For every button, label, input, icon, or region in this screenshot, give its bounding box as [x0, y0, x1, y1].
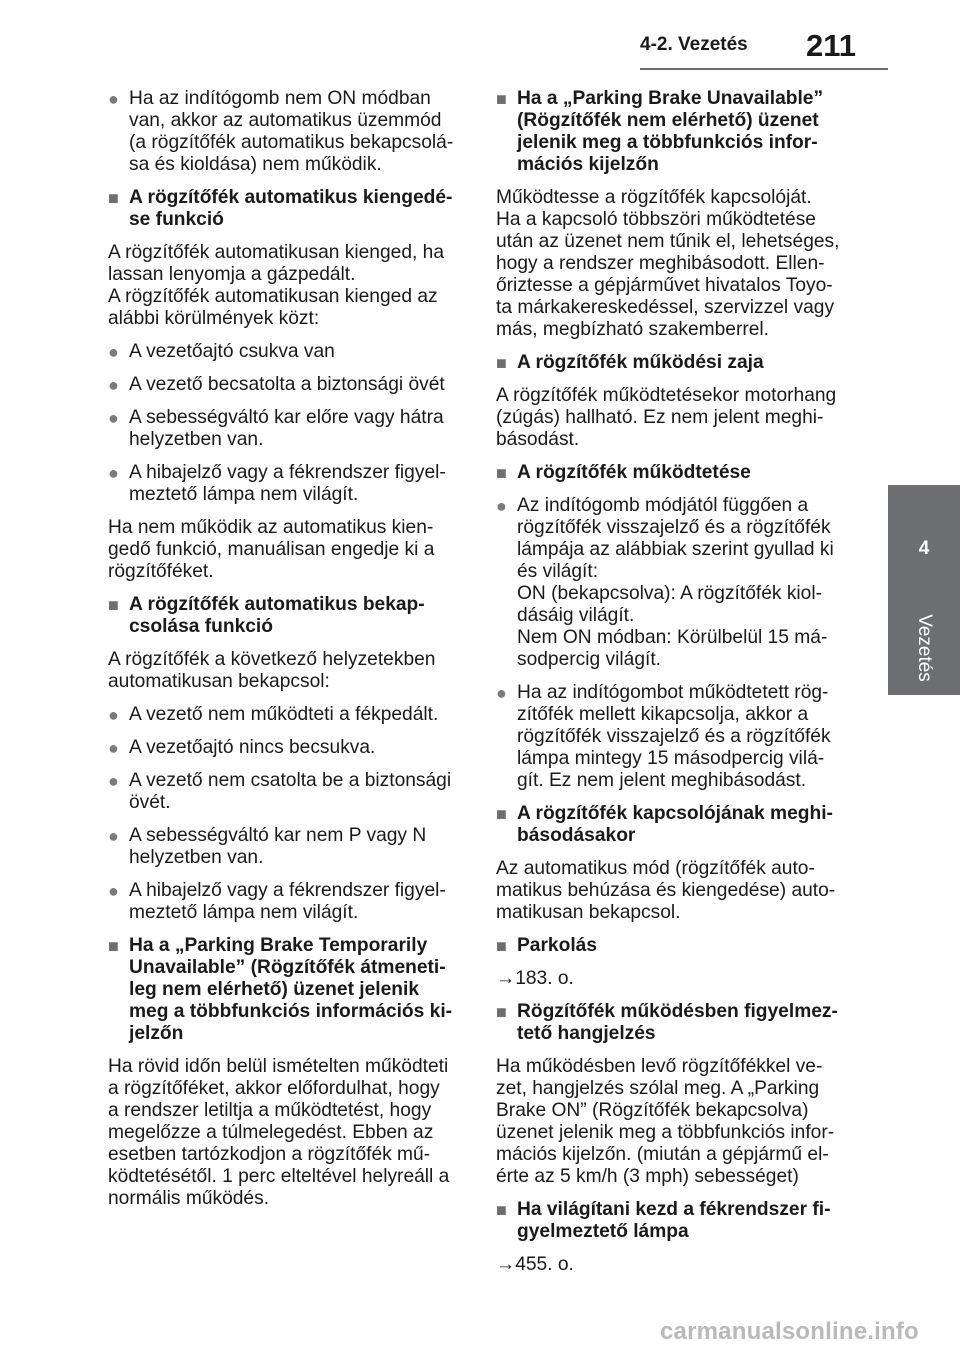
- bullet-marker: ●: [496, 496, 507, 516]
- subsection-heading: [496, 88, 850, 176]
- heading-text: A rögzítőfék automatikus bekap- csolása funkció: [129, 594, 425, 637]
- bullet-item: [496, 682, 850, 792]
- body-paragraph: Ha nem működik az automatikus kien- gedő funkció, manuálisan engedje ki a rögzítőféket.: [108, 517, 435, 582]
- page-number: 211: [806, 28, 857, 63]
- bullet-marker: ●: [108, 705, 119, 725]
- bullet-marker: ●: [108, 463, 119, 483]
- reference-text: 183. o.: [515, 968, 574, 989]
- heading-text: A rögzítőfék automatikus kiengedé- se funkció: [129, 187, 453, 230]
- chapter-tab-number: 4: [918, 538, 930, 559]
- heading-text: A rögzítőfék kapcsolójának meghi- básodásakor: [517, 803, 833, 846]
- heading-marker: ■: [496, 353, 507, 373]
- bullet-text: Az indítógomb módjától függően a rögzítőfék visszajelző és a rögzítőfék lámpája az alábbiak szerint gyullad ki és világít: ON (bekapcsolva): A rögzítőfék kiol- dásáig világít. Nem ON módban: Körülbelül 15 má- sodpercig világít.: [517, 495, 834, 670]
- heading-text: Ha a „Parking Brake Temporarily Unavailable” (Rögzítőfék átmeneti- leg nem elérhető) üzenet jelenik meg a többfunkciós információs ki- jelzőn: [129, 935, 453, 1044]
- bullet-text: A vezetőajtó nincs becsukva.: [129, 737, 376, 758]
- bullet-text: A hibajelző vagy a fékrendszer figyel- meztető lámpa nem világít.: [129, 880, 446, 923]
- body-paragraph: Az automatikus mód (rögzítőfék auto- matikus behúzása és kiengedése) auto- matikusan bekapcsol.: [496, 858, 836, 923]
- heading-marker: ■: [496, 1002, 507, 1022]
- bullet-marker: ●: [108, 89, 119, 109]
- reference-arrow: →: [496, 968, 516, 989]
- subsection-heading: [496, 803, 850, 847]
- subsection-heading: [108, 935, 462, 1045]
- subsection-heading: [496, 935, 850, 957]
- heading-text: Parkolás: [517, 935, 598, 956]
- heading-text: Ha világítani kezd a fékrendszer fi- gyelmeztető lámpa: [517, 1199, 831, 1242]
- bullet-marker: ●: [108, 738, 119, 758]
- bullet-item: [108, 704, 462, 726]
- page-reference: [496, 1254, 850, 1276]
- chapter-tab-label: Vezetés: [914, 614, 935, 682]
- body-paragraph: Ha működésben levő rögzítőfékkel ve- zet, hangjelzés szólal meg. A „Parking Brake ON” (Rögzítőfék bekapcsolva) üzenet jelenik meg a többfunkciós infor- mációs kijelzőn. (miután a gépjármű el- érte az 5 km/h (3 mph) sebességet): [496, 1056, 835, 1187]
- bullet-item: [108, 341, 462, 363]
- bullet-marker: ●: [108, 375, 119, 395]
- heading-marker: ■: [108, 595, 119, 615]
- header-rule: [640, 68, 888, 70]
- heading-marker: ■: [108, 936, 119, 956]
- bullet-item: [108, 407, 462, 451]
- body-paragraph: Működtesse a rögzítőfék kapcsolóját. Ha a kapcsoló többszöri működtetése után az üzenet nem tűnik el, lehetséges, hogy a rendszer meghibásodott. Ellen- őriztesse a gépjárművet hivatalos Toyo- ta márkakereskedéssel, szervizzel vagy más, megbízható szakemberrel.: [496, 187, 840, 340]
- heading-text: A rögzítőfék működési zaja: [517, 352, 764, 373]
- body-paragraph: A rögzítőfék automatikusan kienged, ha lassan lenyomja a gázpedált. A rögzítőfék automatikusan kienged az alábbi körülmények közt:: [108, 242, 444, 329]
- reference-arrow: →: [496, 1254, 516, 1275]
- right-column: [496, 88, 850, 1287]
- body-paragraph: Ha rövid időn belül ismételten működteti a rögzítőféket, akkor előfordulhat, hogy a rendszer letiltja a működtetést, hogy megelőzze a túlmelegedést. Ebben az esetben tartózkodjon a rögzítőfék mű- ködtetésétől. 1 perc elteltével helyreáll a normális működés.: [108, 1056, 450, 1209]
- bullet-marker: ●: [108, 826, 119, 846]
- bullet-text: A sebességváltó kar nem P vagy N helyzetben van.: [129, 825, 427, 868]
- bullet-marker: ●: [496, 683, 507, 703]
- bullet-text: A hibajelző vagy a fékrendszer figyel- meztető lámpa nem világít.: [129, 462, 446, 505]
- page-header: [0, 0, 960, 80]
- heading-marker: ■: [496, 89, 507, 109]
- bullet-item: [496, 495, 850, 671]
- body-paragraph: A rögzítőfék működtetésekor motorhang (zúgás) hallható. Ez nem jelent meghi- básodást.: [496, 385, 837, 450]
- bullet-item: [108, 737, 462, 759]
- bullet-item: [108, 770, 462, 814]
- bullet-item: [108, 88, 462, 176]
- bullet-text: Ha az indítógomb nem ON módban van, akkor az automatikus üzemmód (a rögzítőfék automatikus bekapcsolá- sa és kioldása) nem működik.: [129, 88, 454, 175]
- bullet-text: A vezető nem csatolta be a biztonsági övét.: [129, 770, 452, 813]
- subsection-heading: [496, 1001, 850, 1045]
- bullet-item: [108, 880, 462, 924]
- page-reference: [496, 968, 850, 990]
- heading-text: Ha a „Parking Brake Unavailable” (Rögzítőfék nem elérhető) üzenet jelenik meg a többfunkciós infor- mációs kijelzőn: [517, 88, 824, 175]
- bullet-marker: ●: [108, 342, 119, 362]
- heading-text: A rögzítőfék működtetése: [517, 462, 751, 483]
- bullet-text: A vezető becsatolta a biztonsági övét: [129, 374, 445, 395]
- subsection-heading: [108, 594, 462, 638]
- heading-marker: ■: [496, 1200, 507, 1220]
- section-title: 4-2. Vezetés: [640, 34, 748, 55]
- watermark-text: carmanualsonline.info: [660, 1318, 919, 1345]
- subsection-heading: [496, 1199, 850, 1243]
- left-column: [108, 88, 462, 1221]
- body-paragraph: A rögzítőfék a következő helyzetekben automatikusan bekapcsol:: [108, 649, 436, 692]
- bullet-item: [108, 825, 462, 869]
- bullet-marker: ●: [108, 881, 119, 901]
- bullet-marker: ●: [108, 771, 119, 791]
- bullet-item: [108, 374, 462, 396]
- bullet-text: A sebességváltó kar előre vagy hátra helyzetben van.: [129, 407, 444, 450]
- bullet-marker: ●: [108, 408, 119, 428]
- subsection-heading: [496, 462, 850, 484]
- heading-marker: ■: [496, 936, 507, 956]
- bullet-text: Ha az indítógombot működtetett rög- zítőfék mellett kikapcsolja, akkor a rögzítőfék visszajelző és a rögzítőfék lámpa mintegy 15 másodpercig vilá- gít. Ez nem jelent meghibásodást.: [517, 682, 831, 791]
- heading-text: Rögzítőfék működésben figyelmez- tető hangjelzés: [517, 1001, 838, 1044]
- bullet-text: A vezetőajtó csukva van: [129, 341, 335, 362]
- heading-marker: ■: [496, 804, 507, 824]
- heading-marker: ■: [496, 463, 507, 483]
- bullet-item: [108, 462, 462, 506]
- subsection-heading: [108, 187, 462, 231]
- subsection-heading: [496, 352, 850, 374]
- bullet-text: A vezető nem működteti a fékpedált.: [129, 704, 439, 725]
- heading-marker: ■: [108, 188, 119, 208]
- reference-text: 455. o.: [515, 1254, 574, 1275]
